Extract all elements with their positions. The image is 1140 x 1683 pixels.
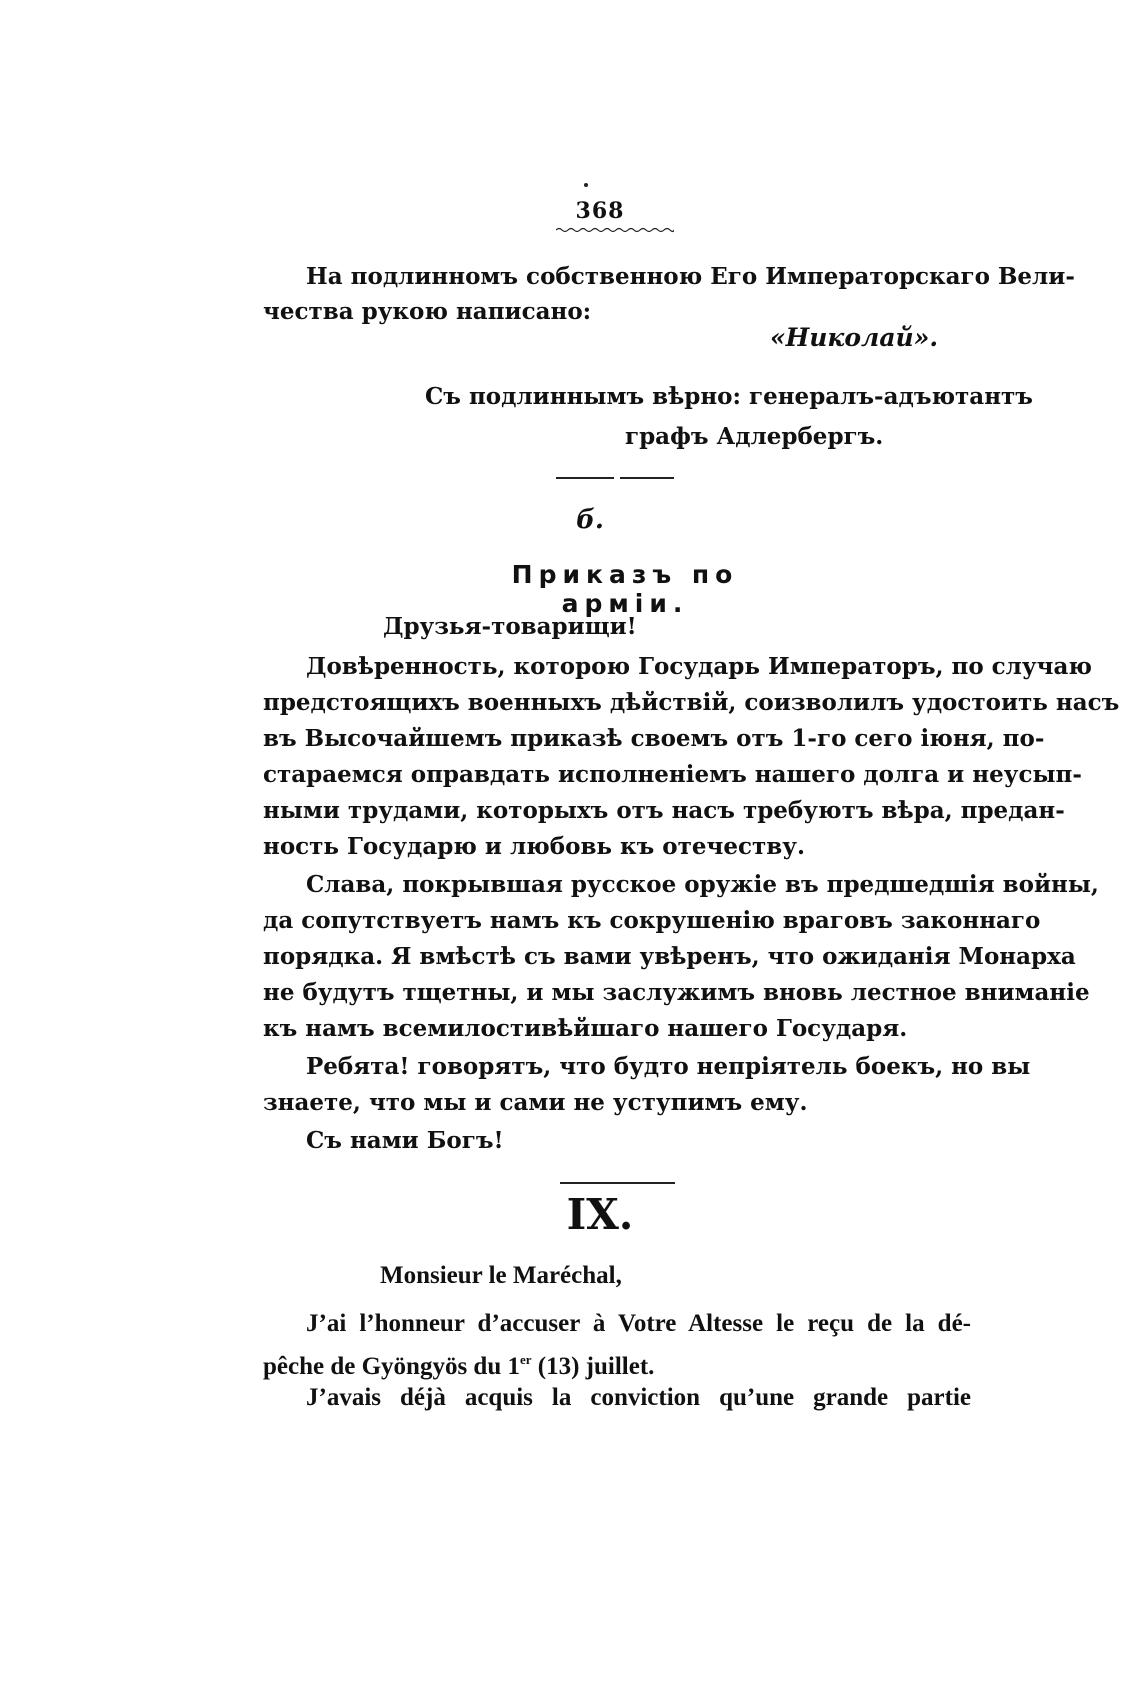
wavy-rule [556,227,674,233]
attestation-line-2: графъ Адлербергъ. [625,423,884,450]
section-letter: б. [576,505,604,535]
fr-para1-line-2-text: pêche de Gyöngyös du 1 [263,1353,520,1380]
greeting: Друзья-товарищи! [383,613,637,640]
para1-line-6: ность Государю и любовь къ отечеству. [263,833,805,860]
para2-line-3: порядка. Я вмѣстѣ съ вами увѣренъ, что ожиданія Монарха [263,943,1076,970]
para2-line-5: къ намъ всемилостивѣйшаго нашего Государя. [263,1015,908,1042]
divider-right [620,477,674,479]
fr-para1-line-2-end: (13) juillet. [531,1353,655,1380]
salutation: Monsieur le Maréchal, [380,1262,622,1289]
para1-line-5: ными трудами, которыхъ отъ насъ требуютъ вѣра, предан- [263,797,1065,824]
printer-mark [584,183,588,187]
para3-line-1: Ребята! говорятъ, что будто непріятель боекъ, но вы [306,1053,1031,1080]
para2-line-2: да сопутствуетъ намъ къ сокрушенію враговъ законнаго [263,907,1041,934]
fr-para2-line-1: J’avais déjà acquis la conviction qu’une grande partie [306,1384,971,1411]
divider-left [556,477,614,479]
para3-line-2: знаете, что мы и сами не уступимъ ему. [263,1089,808,1116]
page-number: 368 [575,198,625,224]
para1-line-1: Довѣренность, которою Государь Императоръ, по случаю [306,653,1092,680]
fr-para1-line-2 [263,1344,654,1383]
para1-line-4: старaемся оправдать исполненіемъ нашего долга и неусып- [263,761,1082,788]
closing-line: Съ нами Богъ! [306,1127,504,1154]
para2-line-4: не будутъ тщетны, и мы заслужимъ вновь лестное вниманіе [263,979,1090,1006]
para2-line-1: Слава, покрывшая русское оружіе въ предшедшія войны, [306,871,1099,898]
para1-line-2: предстоящихъ военныхъ дѣйствій, соизволилъ удостоить насъ [263,689,1120,716]
section-numeral: IX. [566,1190,634,1239]
section-title: Приказъ по арміи. [511,560,739,618]
attestation-line-1: Съ подлиннымъ вѣрно: генералъ-адъютантъ [425,383,1033,410]
para1-line-3: въ Высочайшемъ приказѣ своемъ отъ 1-го сего іюня, по- [263,725,1045,752]
fr-para1-line-1: J’ai l’honneur d’accuser à Votre Altesse le reçu de la dé- [306,1310,971,1337]
signature-nikolai: «Николай». [770,323,939,352]
intro-line-2: чества рукою написано: [263,298,592,325]
intro-line-1: На подлинномъ собственною Его Императорскаго Вели- [306,263,1075,290]
section-divider [560,1182,675,1184]
ordinal-superscript: er [519,1352,532,1367]
